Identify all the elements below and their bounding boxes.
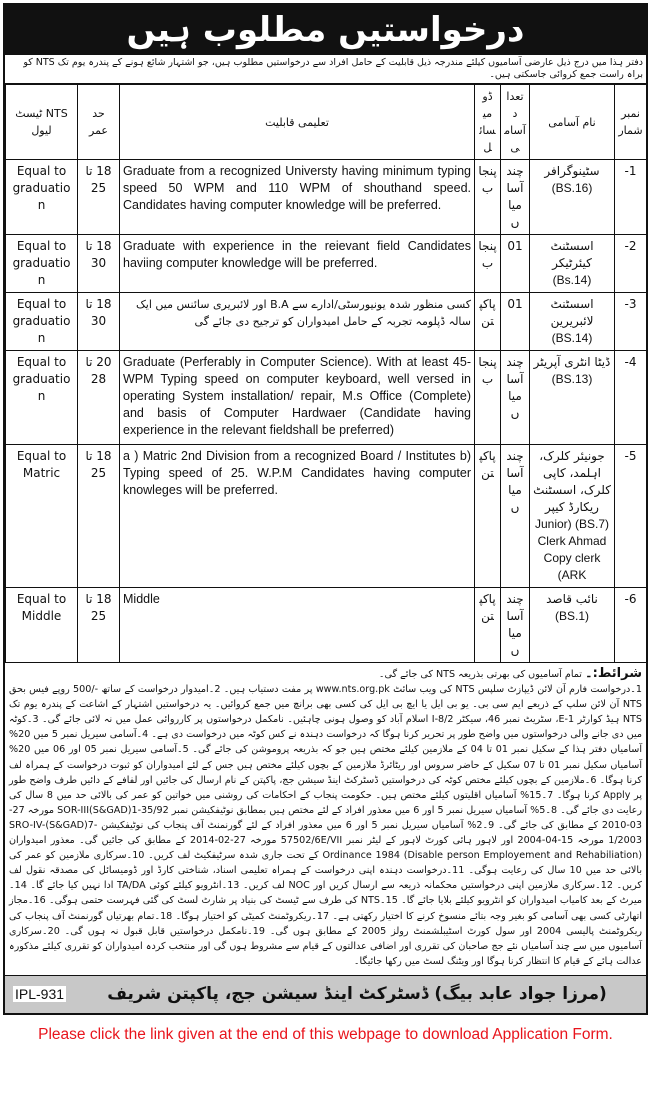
table-row bbox=[6, 351, 647, 445]
cell-no: -6 bbox=[615, 588, 647, 663]
cell-qualification: کسی منظور شدہ یونیورسٹی/ادارے سے B.A اور لائبریری سائنس میں ایک سالہ ڈپلومہ تجربہ کے حامل امیدواران کو ترجیح دی جائے گی bbox=[120, 293, 475, 351]
cell-post bbox=[530, 160, 615, 235]
cell-domicile: پنجاب bbox=[475, 160, 501, 235]
intro-text: دفتر ہذا میں درج ذیل عارضی آسامیوں کیلئے مندرجہ ذیل قابلیت کے حامل افراد سے درخواستیں مطلوب ہیں، جو اشتہار شائع ہونے کے پندرہ یوم تک NTS کو براہ راست جمع کروائی جاسکتی ہیں۔ bbox=[5, 55, 646, 84]
cell-qualification: Graduate from a recognized Universty having minimum typing speed 50 WPM and 110 WPM of shouthand speed. Candidates having computer knowledge will be preferred. bbox=[120, 160, 475, 235]
cell-nts: Equal to Matric bbox=[6, 445, 78, 588]
cell-count: چند آسامیاں bbox=[501, 160, 530, 235]
table-row bbox=[6, 293, 647, 351]
header-post: نام آسامی bbox=[530, 85, 615, 160]
table-row bbox=[6, 445, 647, 588]
job-advertisement bbox=[3, 3, 648, 1015]
post-name: اسسٹنٹ لائبریرین bbox=[550, 297, 594, 328]
terms-body: 1۔درخواست فارم آن لائن ڈیپازٹ سلپس NTS کی ویب سائٹ www.nts.org.pk پر مفت دستیاب ہیں۔ 2۔امیدوار درخواست کے ساتھ -/500 روپے فیس بحق NTS آن لائن سلپ کے ذریعے ایم سی بی۔ یو بی ایل یا ایچ بی ایل کی کسی بھی برانچ میں جمع کروائیں۔ یہ درخواستیں اشتہار کے اشاعت کے پندرہ یوم تک NTS ہیڈ کوارٹر E-1، سٹریٹ نمبر 46، سیکٹر 8/2-I اسلام آباد کو وصول ہونی چاہئیں۔ نامکمل درخواستوں پر کارروائی عمل میں نہ لائی جائے گی۔ 3۔کوٹہ میں دی جانے والی درخواستوں میں واضح طور پر تحریر کرنا ہوگا کہ درخواست دہندہ نے کس کوٹہ میں درخواست دی ہے۔ 4۔آسامی سیریل نمبر 5 میں 20% آسامیاں دفتر ہذا کے سکیل نمبر 01 تا 04 کے ملازمین کیلئے مختص ہیں جو کہ بذریعہ پروموشن کی جائے گی۔ 5۔آسامی سیریل نمبر 05 اور 06 میں 20% آسامیاں سکیل نمبر 01 تا 07 سکیل کے حاضر سروس اور ریٹائرڈ ملازمین کے بچوں کیلئے مختص ہیں جس کے لئے امیدواران کو ثبوت درخواست کے ہمراہ لف کرنا ہوگا۔ 6۔ملازمین کے بچوں کیلئے مختص کوٹہ کی درخواستیں ڈسٹرکٹ اینڈ سیشن جج، پاکپتن کے نام ارسال کی جائیں اور لفافے کے دائیں طرف واضح طور پر Apply کرنا ہوگا۔ 7۔15% آسامیاں اقلیتوں کیلئے مختص ہیں۔ حکومت پنجاب کے احکامات کی روشنی میں خواتین کو عمر کی بالائی حد میں 8 سال کی رعایت دی جائے گی۔ 8۔5% آسامیاں سیریل نمبر 5 اور 6 میں معذور افراد کے لئے مختص ہیں بمطابق نوٹیفکیشن نمبر SOR-III(S&GAD)1-35/92 مورخہ 27-03-2010 کے مطابق کی جائے گی۔ 9۔2% آسامیاں سیریل نمبر 5 اور 6 میں معذور افراد کے لئے گورنمنٹ آف پنجاب کی نوٹیفکیشن SRO-IV-(S&GAD)7-1/2003 مورخہ 15-04-2004 اور لاہور ہائی کورٹ لاہور کے لیٹر نمبر 57502/6E/VII مورخہ 27-02-2014 کے مطابق کی جائیں گی۔ معذور امیدواران (Disable person Employement and Rehabiliation) Ordinance 1984 کے تحت جاری شدہ سرٹیفکیٹ لف کریں۔ 10۔سرکاری ملازمین کو عمر کی بالائی حد میں 10 سال کی رعایت ہوگی۔ 11۔درخواست دہندہ اپنی درخواست کے ہمراہ تعلیمی اسناد، شناختی کارڈ اور ڈومیسائل کی مصدقہ نقول لف کریں۔ 12۔سرکاری ملازمین اپنی درخواستیں محکمانہ ذریعہ سے ارسال کریں اور NOC لف کریں۔ 13۔انٹرویو کیلئے کوئی TA/DA ادا نہیں کیا جائے گا۔ 14۔میرٹ کے بعد کامیاب امیدواران کو انٹرویو کیلئے بلایا جائے گا۔ 15۔NTS کی طرف سے ٹیسٹ کی بنیاد پر شارٹ لسٹ کی گئی فہرست حتمی ہوگی۔ 16۔مجاز اتھارٹی کسی بھی آسامی کو بغیر وجہ بتائے منسوخ کرنے کا اختیار رکھتی ہے۔ 17۔ریکروٹمنٹ کمیٹی کو اختیار ہوگا۔ 18۔تمام بھرتیاں گورنمنٹ آف پنجاب کی ریکروٹمنٹ پالیسی 2004 اور سول کورٹ اسٹیبلشمنٹ رولز 2005 کے مطابق ہوں گی۔ 19۔نامکمل درخواستیں قابل قبول نہ ہوں گی۔ 20۔سرکاری آسامیوں میں سے چند آسامیاں bbox=[9, 684, 643, 952]
cell-age: 18 تا 25 bbox=[78, 160, 120, 235]
cell-post bbox=[530, 235, 615, 293]
cell-qualification: a ) Matric 2nd Division from a recognized Board / Institutes b) Typing speed of 25. W.P.M Candidates having computer knowleges will be preferred. bbox=[120, 445, 475, 588]
cell-domicile: پنجاب bbox=[475, 351, 501, 445]
cell-domicile: پاکپتن bbox=[475, 588, 501, 663]
cell-no: -5 bbox=[615, 445, 647, 588]
cell-nts: Equal to Middle bbox=[6, 588, 78, 663]
post-name: سٹینوگرافر bbox=[544, 164, 600, 178]
signature: (مرزا جواد عابد بیگ) ڈسٹرکٹ اینڈ سیشن جج، پاکپتن شریف bbox=[107, 984, 607, 1005]
cell-no: -3 bbox=[615, 293, 647, 351]
cell-qualification: Graduate with experience in the reievant field Candidates haviing computer knowledge will be preferred. bbox=[120, 235, 475, 293]
header-count: تعداد آسامی bbox=[501, 85, 530, 160]
cell-no: -4 bbox=[615, 351, 647, 445]
cell-post bbox=[530, 588, 615, 663]
post-scale: (BS.7) (Junior Clerk Ahmad Copy clerk ARK) bbox=[534, 517, 610, 582]
cell-nts: Equal to graduation bbox=[6, 351, 78, 445]
cell-nts: Equal to graduation bbox=[6, 160, 78, 235]
post-scale: (BS.1) bbox=[554, 609, 589, 623]
cell-post bbox=[530, 351, 615, 445]
post-scale: (BS.14) bbox=[551, 331, 593, 345]
cell-domicile: پنجاب bbox=[475, 235, 501, 293]
table-row bbox=[6, 235, 647, 293]
cell-nts: Equal to graduation bbox=[6, 235, 78, 293]
header-domicile: ڈو میسائل bbox=[475, 85, 501, 160]
table-header bbox=[6, 85, 647, 160]
terms-lead: تمام آسامیوں کی بھرتی بذریعہ NTS کی جائے گی۔ bbox=[378, 669, 582, 680]
post-name: ڈیٹا انٹری آپریٹر bbox=[533, 355, 611, 369]
signature-band bbox=[5, 975, 646, 1013]
post-name: اسسٹنٹ کیئرٹیکر bbox=[550, 239, 594, 270]
post-name: نائب قاصد bbox=[546, 592, 598, 606]
table-row bbox=[6, 160, 647, 235]
cell-count: چند آسامیاں bbox=[501, 588, 530, 663]
header-qualification: تعلیمی قابلیت bbox=[120, 85, 475, 160]
cell-qualification: Middle bbox=[120, 588, 475, 663]
banner-title: درخواستیں مطلوب ہیں bbox=[5, 5, 646, 55]
download-note[interactable]: Please click the link given at the end of this webpage to download Application Form. bbox=[38, 1025, 613, 1043]
cell-count: 01 bbox=[501, 293, 530, 351]
cell-domicile: پاکپتن bbox=[475, 445, 501, 588]
cell-age: 20 تا 28 bbox=[78, 351, 120, 445]
cell-count: 01 bbox=[501, 235, 530, 293]
table-row bbox=[6, 588, 647, 663]
terms-section bbox=[5, 663, 646, 975]
cell-age: 18 تا 30 bbox=[78, 293, 120, 351]
cell-no: -2 bbox=[615, 235, 647, 293]
post-scale: (Bs.14) bbox=[552, 273, 592, 287]
cell-post bbox=[530, 445, 615, 588]
header-no: نمبر شمار bbox=[615, 85, 647, 160]
posts-table bbox=[5, 84, 647, 663]
terms-title: شرائط:۔ bbox=[585, 666, 642, 681]
cell-no: -1 bbox=[615, 160, 647, 235]
terms-end: نئے جج صاحبان کی تقرری اور اضافی عدالتوں کے قیام سے مشروط ہوں گی اور منتخب کردہ امیدواران کو تقرری کیلئے مذکورہ عدالت ہائے کے قیام کا انتظار کرنا ہوگا اور ویٹنگ لسٹ میں رکھا جائیگا۔ bbox=[9, 940, 642, 967]
post-scale: (BS.13) bbox=[551, 372, 593, 386]
cell-count: چند آسامیاں bbox=[501, 445, 530, 588]
post-name: جونیئر کلرک، اہلمد، کاپی کلرک، اسسٹنٹ ریکارڈ کیپر bbox=[533, 449, 611, 514]
cell-nts: Equal to graduation bbox=[6, 293, 78, 351]
ad-code: IPL-931 bbox=[15, 986, 65, 1003]
cell-age: 18 تا 25 bbox=[78, 445, 120, 588]
cell-age: 18 تا 25 bbox=[78, 588, 120, 663]
header-age: حد عمر bbox=[78, 85, 120, 160]
cell-count: چند آسامیاں bbox=[501, 351, 530, 445]
cell-post bbox=[530, 293, 615, 351]
cell-qualification: Graduate (Perferably in Computer Science). With at least 45- WPM Typing speed on computer keyboard, well versed in operating System installation/ repair, M.s Office (Complete) and basis of Computer Hardwaer (Candidate having experience in the relevant fieldshall be preferred) bbox=[120, 351, 475, 445]
post-scale: (BS.16) bbox=[551, 181, 593, 195]
cell-domicile: پاکپتن bbox=[475, 293, 501, 351]
header-nts: NTS ٹیسٹ لیول bbox=[6, 85, 78, 160]
cell-age: 18 تا 30 bbox=[78, 235, 120, 293]
